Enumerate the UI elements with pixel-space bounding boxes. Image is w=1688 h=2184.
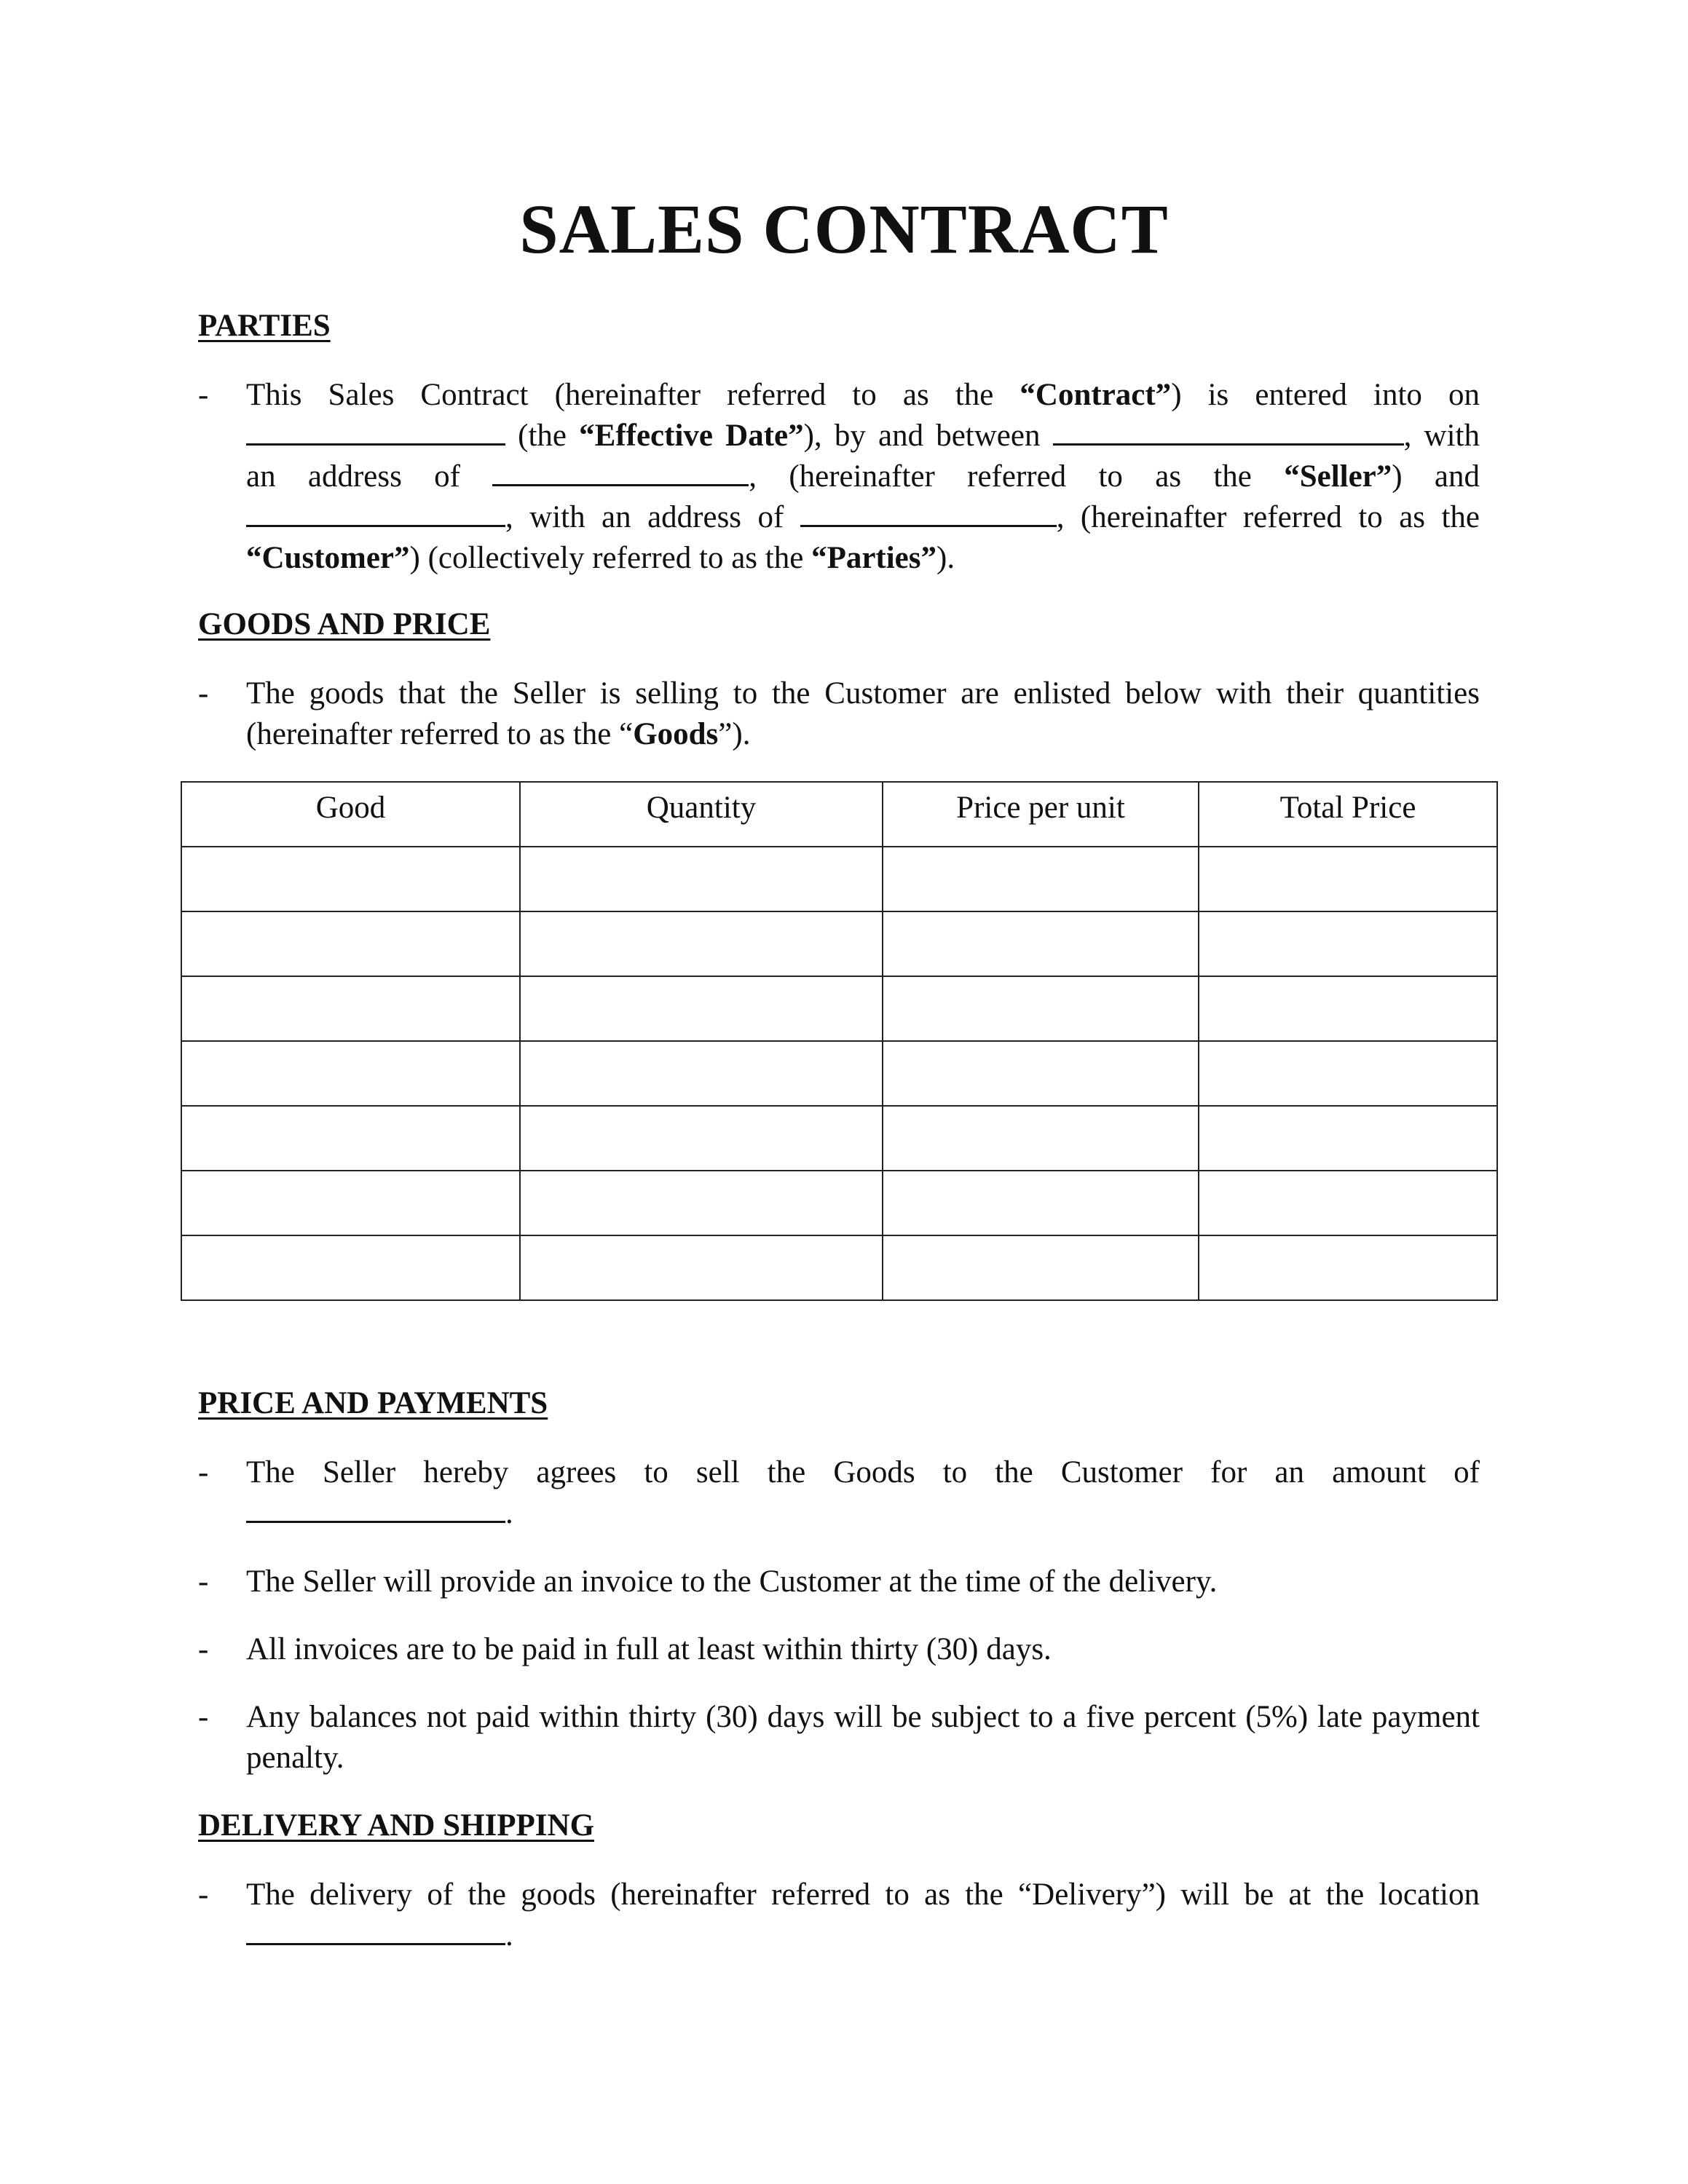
table-cell[interactable] — [883, 1235, 1199, 1300]
delivery-item-location — [198, 1875, 1480, 1956]
payment-item-amount — [198, 1452, 1480, 1534]
table-cell[interactable] — [181, 911, 520, 976]
table-row — [181, 1041, 1497, 1106]
goods-paragraph — [198, 673, 1480, 755]
table-cell[interactable] — [1199, 1041, 1497, 1106]
table-cell[interactable] — [520, 976, 883, 1041]
section-heading-goods-and-price: GOODS AND PRICE — [198, 607, 491, 641]
table-cell[interactable] — [1199, 1171, 1497, 1235]
location-blank[interactable] — [246, 1918, 505, 1945]
parties-text: This Sales Contract (hereinafter referred to as the “Contract”) is entered into on (the “Effective Date”), by and between , with an address of , (hereinafter referred to as the “Seller”) and , with an address of , (hereinafter referred to as the “Customer”) (collectively referred to as the “Parties”). — [246, 378, 1480, 575]
table-cell[interactable] — [520, 911, 883, 976]
payment-item-text: All invoices are to be paid in full at least within thirty (30) days. — [246, 1632, 1052, 1666]
payment-item-text: Any balances not paid within thirty (30) days will be subject to a five percent (5%) late payment penalty. — [246, 1700, 1480, 1775]
goods-table — [181, 781, 1498, 1301]
table-cell[interactable] — [1199, 847, 1497, 911]
bullet-dash: - — [198, 1632, 209, 1666]
seller-name-blank[interactable] — [1053, 419, 1404, 446]
table-cell[interactable] — [520, 1041, 883, 1106]
table-cell[interactable] — [181, 847, 520, 911]
table-cell[interactable] — [520, 1235, 883, 1300]
table-header-row — [181, 782, 1497, 847]
table-cell[interactable] — [883, 911, 1199, 976]
goods-text: The goods that the Seller is selling to the Customer are enlisted below with their quantities (hereinafter referred to as the “Goods”). — [246, 676, 1480, 751]
document-title: SALES CONTRACT — [519, 190, 1169, 268]
table-cell[interactable] — [181, 1041, 520, 1106]
payment-item-invoice — [198, 1562, 1480, 1602]
column-header-price-per-unit: Price per unit — [883, 782, 1199, 847]
bullet-dash: - — [198, 1700, 209, 1734]
table-row — [181, 847, 1497, 911]
bullet-dash: - — [198, 676, 209, 711]
table-cell[interactable] — [1199, 911, 1497, 976]
amount-blank[interactable] — [246, 1496, 505, 1523]
table-cell[interactable] — [1199, 976, 1497, 1041]
seller-address-blank[interactable] — [492, 459, 749, 486]
table-cell[interactable] — [181, 1106, 520, 1171]
customer-name-blank[interactable] — [246, 500, 505, 527]
payment-item-terms — [198, 1629, 1480, 1670]
table-cell[interactable] — [883, 976, 1199, 1041]
table-cell[interactable] — [1199, 1106, 1497, 1171]
parties-paragraph — [198, 375, 1480, 579]
table-row — [181, 1171, 1497, 1235]
payment-item-penalty — [198, 1697, 1480, 1779]
table-cell[interactable] — [181, 976, 520, 1041]
table-cell[interactable] — [883, 1106, 1199, 1171]
column-header-good: Good — [181, 782, 520, 847]
effective-date-blank[interactable] — [246, 419, 505, 446]
table-cell[interactable] — [520, 847, 883, 911]
payment-item-text: The Seller hereby agrees to sell the Goods to the Customer for an amount of — [246, 1455, 1480, 1489]
table-row — [181, 1106, 1497, 1171]
table-cell[interactable] — [883, 1041, 1199, 1106]
table-cell[interactable] — [520, 1106, 883, 1171]
amount-line: . — [246, 1493, 1480, 1534]
bullet-dash: - — [198, 1878, 209, 1912]
table-row — [181, 1235, 1497, 1300]
table-cell[interactable] — [181, 1235, 520, 1300]
table-row — [181, 911, 1497, 976]
column-header-total-price: Total Price — [1199, 782, 1497, 847]
bullet-dash: - — [198, 1455, 209, 1489]
table-cell[interactable] — [1199, 1235, 1497, 1300]
payment-item-text: The Seller will provide an invoice to the Customer at the time of the delivery. — [246, 1564, 1218, 1599]
table-cell[interactable] — [181, 1171, 520, 1235]
section-heading-parties: PARTIES — [198, 309, 331, 343]
section-heading-price-and-payments: PRICE AND PAYMENTS — [198, 1386, 548, 1420]
table-cell[interactable] — [883, 847, 1199, 911]
table-cell[interactable] — [883, 1171, 1199, 1235]
location-line: . — [246, 1915, 1480, 1956]
delivery-item-text: The delivery of the goods (hereinafter referred to as the “Delivery”) will be at the location — [246, 1878, 1480, 1912]
column-header-quantity: Quantity — [520, 782, 883, 847]
section-heading-delivery-and-shipping: DELIVERY AND SHIPPING — [198, 1808, 595, 1843]
customer-address-blank[interactable] — [800, 500, 1057, 527]
table-cell[interactable] — [520, 1171, 883, 1235]
table-row — [181, 976, 1497, 1041]
bullet-dash: - — [198, 378, 209, 412]
bullet-dash: - — [198, 1564, 209, 1599]
